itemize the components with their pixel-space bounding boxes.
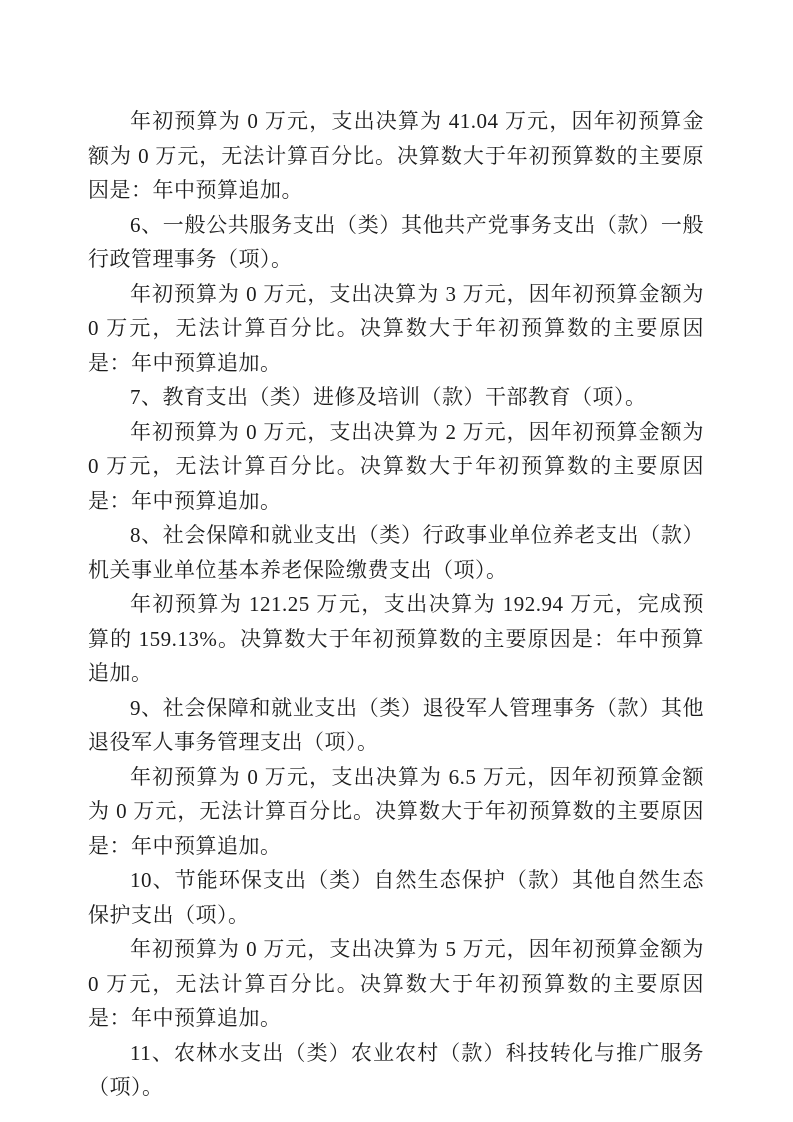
document-content — [88, 104, 704, 1105]
paragraph: 8、社会保障和就业支出（类）行政事业单位养老支出（款）机关事业单位基本养老保险缴费支出（项）。 — [88, 523, 704, 582]
paragraph: 11、农林水支出（类）农业农村（款）科技转化与推广服务（项）。 — [88, 1040, 704, 1099]
paragraph: 年初预算为 0 万元，支出决算为 2 万元，因年初预算金额为 0 万元，无法计算百分比。决算数大于年初预算数的主要原因是：年中预算追加。 — [88, 419, 704, 513]
paragraph: 年初预算为 121.25 万元，支出决算为 192.94 万元，完成预算的 159.13%。决算数大于年初预算数的主要原因是：年中预算追加。 — [88, 592, 704, 685]
paragraph: 年初预算为 0 万元，支出决算为 5 万元，因年初预算金额为 0 万元，无法计算百分比。决算数大于年初预算数的主要原因是：年中预算追加。 — [88, 937, 704, 1030]
paragraph: 7、教育支出（类）进修及培训（款）干部教育（项）。 — [130, 385, 647, 409]
paragraph: 6、一般公共服务支出（类）其他共产党事务支出（款）一般行政管理事务（项）。 — [88, 212, 704, 271]
paragraph: 年初预算为 0 万元，支出决算为 41.04 万元，因年初预算金额为 0 万元，无法计算百分比。决算数大于年初预算数的主要原因是：年中预算追加。 — [88, 109, 704, 202]
paragraph: 年初预算为 0 万元，支出决算为 3 万元，因年初预算金额为 0 万元，无法计算百分比。决算数大于年初预算数的主要原因是：年中预算追加。 — [88, 281, 704, 375]
paragraph: 年初预算为 0 万元，支出决算为 6.5 万元，因年初预算金额为 0 万元，无法计算百分比。决算数大于年初预算数的主要原因是：年中预算追加。 — [88, 764, 704, 858]
paragraph: 9、社会保障和就业支出（类）退役军人管理事务（款）其他退役军人事务管理支出（项）。 — [88, 695, 704, 754]
paragraph: 10、节能环保支出（类）自然生态保护（款）其他自然生态保护支出（项）。 — [88, 868, 704, 927]
